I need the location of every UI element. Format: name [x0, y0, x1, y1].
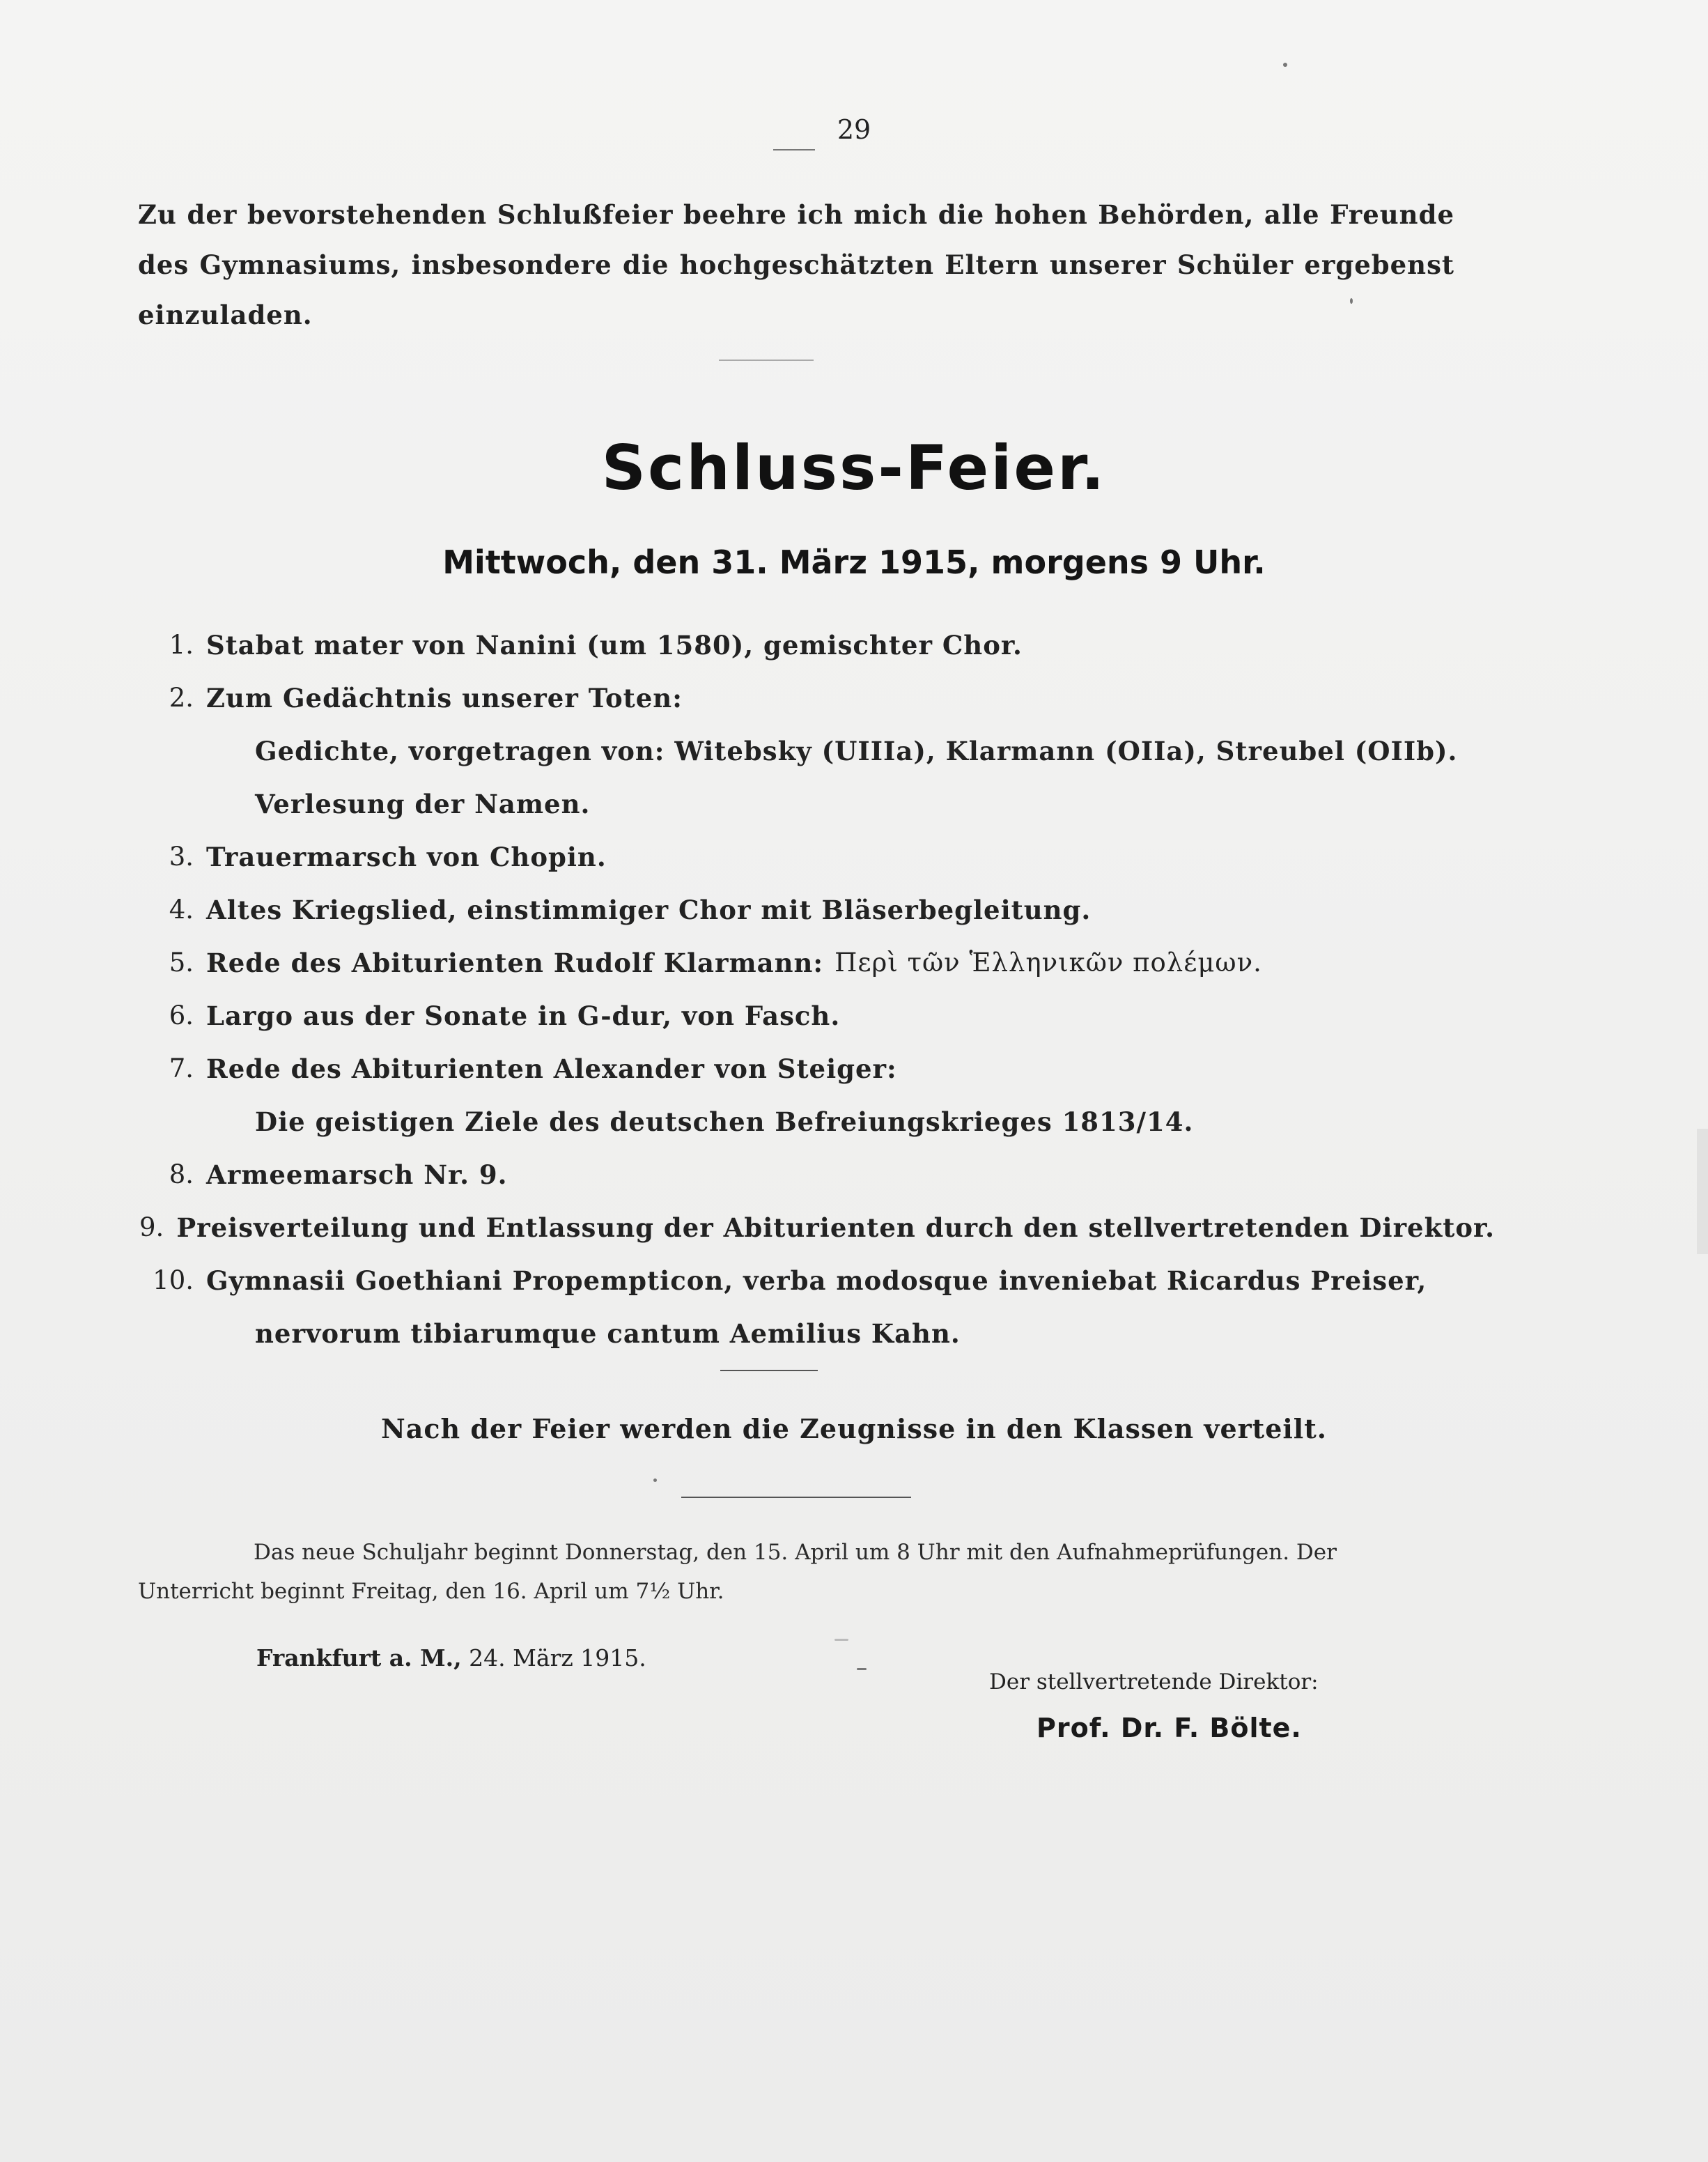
- item-number: 10.: [153, 1265, 194, 1295]
- item-number: 5.: [169, 948, 194, 978]
- program-subline-poems: Gedichte, vorgetragen von: Witebsky (UIIIa), Klarmann (OIIa), Streubel (OIIb).: [255, 736, 1458, 766]
- ceremony-title: Schluss-Feier.: [601, 432, 1107, 504]
- item-number: 4.: [169, 895, 194, 925]
- certificates-note: Nach der Feier werden die Zeugnisse in den Klassen verteilt.: [380, 1413, 1328, 1444]
- program-item-5: [139, 936, 1463, 989]
- item-text: Gymnasii Goethiani Propempticon, verba modosque inveniebat Ricardus Preiser,: [206, 1265, 1427, 1296]
- program-item-10: [139, 1254, 1463, 1307]
- program-item-3: [139, 831, 1463, 883]
- paper-speck: [653, 1478, 657, 1482]
- item-number: 2.: [169, 683, 194, 713]
- item-text: Stabat mater von Nanini (um 1580), gemischter Chor.: [206, 630, 1023, 661]
- divider-bottom: [681, 1497, 911, 1498]
- item-text: Armeemarsch Nr. 9.: [206, 1159, 508, 1190]
- ceremony-date: Mittwoch, den 31. März 1915, morgens 9 Uhr.: [442, 543, 1266, 581]
- program-subline-speech: Die geistigen Ziele des deutschen Befreiungskrieges 1813/14.: [255, 1106, 1194, 1137]
- signature-name: Prof. Dr. F. Bölte.: [1037, 1713, 1302, 1743]
- program-subline-names: Verlesung der Namen.: [255, 789, 591, 819]
- divider-middle: [720, 1370, 818, 1371]
- program-item-1: [139, 619, 1463, 672]
- schedule-paragraph: [138, 1533, 1454, 1611]
- page-number: 29: [837, 114, 871, 145]
- program-item-7: [139, 1042, 1463, 1095]
- program-item-9: [139, 1201, 1495, 1254]
- signing-date: 24. März 1915.: [469, 1644, 646, 1671]
- place: Frankfurt a. M.,: [256, 1644, 462, 1671]
- item-text: Rede des Abiturienten Rudolf Klarmann:: [206, 948, 824, 978]
- item-number: 1.: [169, 630, 194, 660]
- greek-speech-title: Περὶ τῶν Ἑλληνικῶν πολέμων.: [834, 948, 1262, 978]
- item-number: 8.: [169, 1159, 194, 1189]
- program-list: [139, 619, 1495, 1360]
- program-item-4: [139, 883, 1463, 936]
- program-subline-music: nervorum tibiarumque cantum Aemilius Kahn.: [255, 1318, 961, 1349]
- paper-speck: [1350, 298, 1353, 304]
- item-number: 3.: [169, 842, 194, 872]
- program-item-6: [139, 989, 1463, 1042]
- program-item-2: [139, 672, 1463, 725]
- place-and-date: [256, 1644, 646, 1671]
- item-text: Largo aus der Sonate in G-dur, von Fasch.: [206, 1001, 841, 1031]
- schedule-line-1: Das neue Schuljahr beginnt Donnerstag, den 15. April um 8 Uhr mit den Aufnahmeprüfungen. Der: [254, 1540, 1337, 1565]
- item-text: Altes Kriegslied, einstimmiger Chor mit Bläserbegleitung.: [206, 895, 1092, 925]
- schedule-line-2: Unterricht beginnt Freitag, den 16. April um 7½ Uhr.: [138, 1579, 724, 1604]
- paper-speck: [1283, 63, 1287, 67]
- paper-speck: [834, 1639, 848, 1641]
- item-text: Preisverteilung und Entlassung der Abiturienten durch den stellvertretenden Direktor.: [176, 1212, 1495, 1243]
- program-item-8: [139, 1148, 1463, 1201]
- paper-edge-shadow: [1697, 1129, 1708, 1254]
- item-number: 7.: [169, 1053, 194, 1083]
- divider-top: [719, 360, 814, 361]
- item-number: 6.: [169, 1001, 194, 1030]
- item-text: Trauermarsch von Chopin.: [206, 842, 607, 872]
- invitation-paragraph: Zu der bevorstehenden Schlußfeier beehre ich mich die hohen Behörden, alle Freunde des Gymnasiums, insbesondere die hochgeschätzten Eltern unserer Schüler ergebenst einzuladen.: [138, 199, 1454, 330]
- page-number-underline: [773, 149, 815, 150]
- item-text: Rede des Abiturienten Alexander von Steiger:: [206, 1053, 897, 1084]
- item-number: 9.: [139, 1212, 164, 1242]
- item-text: Zum Gedächtnis unserer Toten:: [206, 683, 683, 713]
- paper-speck: [857, 1668, 867, 1670]
- signature-role: Der stellvertretende Direktor:: [989, 1669, 1319, 1694]
